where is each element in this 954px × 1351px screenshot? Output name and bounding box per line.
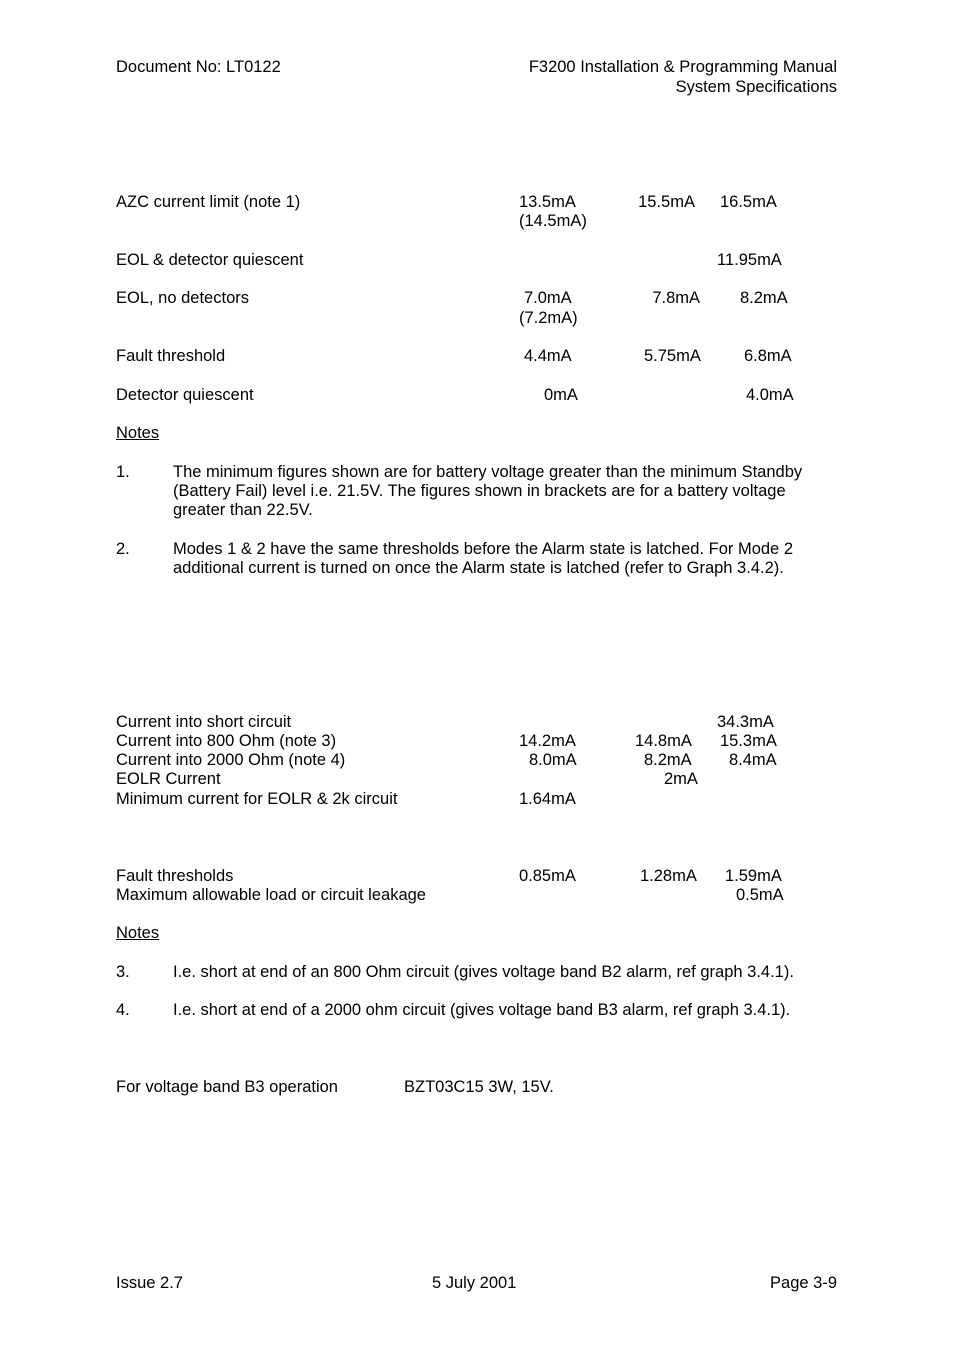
- table-row-label: Fault threshold: [116, 347, 226, 365]
- min-value: 0mA: [544, 386, 578, 404]
- page-number: Page 3-9: [770, 1274, 837, 1292]
- max-value: 4.0mA: [746, 386, 794, 404]
- table-row-label: Detector quiescent: [116, 386, 254, 404]
- table-row-label: EOL, no detectors: [116, 289, 249, 307]
- note-text: I.e. short at end of a 2000 ohm circuit (gives voltage band B3 alarm, ref graph 3.4.1).: [173, 1001, 791, 1019]
- max-value: 15.3mA: [720, 732, 777, 750]
- table-row-label: Maximum allowable load or circuit leakage: [116, 886, 426, 904]
- table-row-label: Fault thresholds: [116, 867, 234, 885]
- max-value: 1.59mA: [725, 867, 782, 885]
- table-row-label: AZC current limit (note 1): [116, 193, 301, 211]
- section-title: System Specifications: [675, 78, 837, 96]
- max-value: 11.95mA: [717, 251, 782, 269]
- min-value: 7.0mA: [524, 289, 572, 307]
- min-value: 1.64mA: [519, 790, 576, 808]
- table-row-label: Minimum current for EOLR & 2k circuit: [116, 790, 398, 808]
- manual-title: F3200 Installation & Programming Manual: [528, 58, 837, 76]
- typ-value: 7.8mA: [652, 289, 700, 307]
- note-text: Modes 1 & 2 have the same thresholds before the Alarm state is latched. For Mode 2 additional current is turned on once the Alarm state is latched (refer to Graph 3.4.2).: [173, 540, 793, 577]
- typ-value: 8.2mA: [644, 751, 692, 769]
- typ-value: 1.28mA: [640, 867, 697, 885]
- zener-label: For voltage band B3 operation: [116, 1078, 338, 1096]
- typ-value: 5.75mA: [644, 347, 701, 365]
- max-value: 8.2mA: [740, 289, 788, 307]
- max-value: 0.5mA: [736, 886, 784, 904]
- note-number: 3.: [116, 963, 130, 981]
- max-value: 8.4mA: [729, 751, 777, 769]
- issue-date: 5 July 2001: [432, 1274, 517, 1292]
- min-value: 4.4mA: [524, 347, 572, 365]
- min-alt-value: (7.2mA): [519, 309, 578, 327]
- max-value: 34.3mA: [717, 713, 774, 731]
- note-text: The minimum figures shown are for battery voltage greater than the minimum Standby (Battery Fail) level i.e. 21.5V. The figures shown in brackets are for a battery voltage greater than 22.5V.: [173, 463, 803, 519]
- note-number: 2.: [116, 540, 130, 558]
- min-value: 13.5mA: [519, 193, 576, 211]
- table-row-label: EOL & detector quiescent: [116, 251, 304, 269]
- table-row-label: EOLR Current: [116, 770, 221, 788]
- min-value: 0.85mA: [519, 867, 576, 885]
- note-number: 4.: [116, 1001, 130, 1019]
- typ-value: 15.5mA: [638, 193, 695, 211]
- typ-value: 2mA: [664, 770, 698, 788]
- note-number: 1.: [116, 463, 130, 481]
- max-value: 16.5mA: [720, 193, 777, 211]
- zener-value: BZT03C15 3W, 15V.: [404, 1078, 554, 1096]
- notes-heading: Notes: [116, 924, 160, 942]
- table-row-label: Current into short circuit: [116, 713, 292, 731]
- table-row-label: Current into 800 Ohm (note 3): [116, 732, 337, 750]
- issue-number: Issue 2.7: [116, 1274, 183, 1292]
- typ-value: 14.8mA: [635, 732, 692, 750]
- notes-heading: Notes: [116, 424, 160, 442]
- max-value: 6.8mA: [744, 347, 792, 365]
- min-alt-value: (14.5mA): [519, 212, 587, 230]
- min-value: 8.0mA: [529, 751, 577, 769]
- document-number: Document No: LT0122: [116, 58, 281, 76]
- min-value: 14.2mA: [519, 732, 576, 750]
- note-text: I.e. short at end of an 800 Ohm circuit (gives voltage band B2 alarm, ref graph 3.4.1).: [173, 963, 794, 981]
- table-row-label: Current into 2000 Ohm (note 4): [116, 751, 346, 769]
